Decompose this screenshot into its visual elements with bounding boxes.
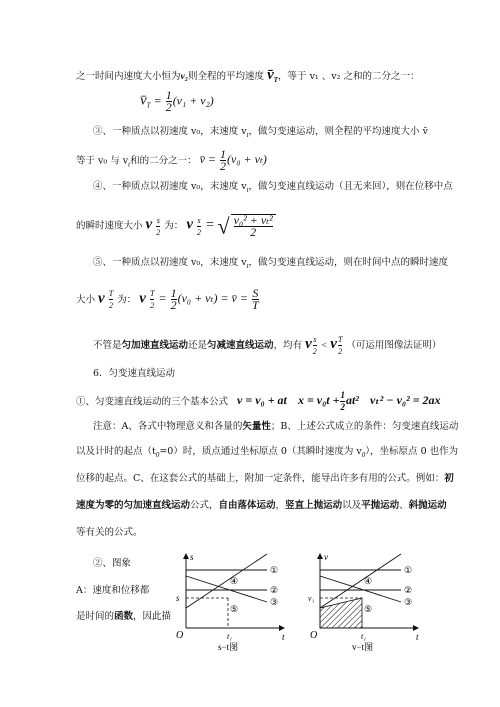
paragraph-line: 不管是匀加速直线运动还是匀减速直线运动，均有 v $\frac{s}{2}$ < v $\frac{T}{2}$ （可运用图像法证明） <box>93 335 442 356</box>
paragraph-line: 的瞬时速度大小 v $\frac{s}{2}$ 为： v $\frac{s}{2}$ = √ $\frac{\text{v₀² + vₜ²}}{2}$ <box>76 214 277 238</box>
label-4: ④ <box>230 576 239 586</box>
origin-label: O <box>310 630 318 641</box>
paragraph-line: 以及计时的起点$(t_0=0)$时，质点通过坐标原点 0（其瞬时速度为 $v_0$），坐标原点 0 也作为 <box>76 446 459 459</box>
label-4: ④ <box>364 576 373 586</box>
s-mark-label: s <box>176 593 180 603</box>
paragraph-line: 之一时间内速度大小恒为v₂则全程的平均速度 $v̄_T$，等于 v₁ 、v₂ 之和的二分之一： <box>76 67 420 84</box>
label-2: ② <box>270 585 279 595</box>
t1-label: t₁ <box>361 632 367 641</box>
t1-label: t₁ <box>227 632 233 641</box>
paragraph-line: 速度为零的匀加速直线运动公式，自由落体运动，竖直上抛运动以及平抛运动、斜抛运动 <box>76 500 447 511</box>
s-t-graph <box>172 546 292 656</box>
paragraph-line: 位移的起点。C、在这套公式的基础上，附加一定条件，能导出许多有用的公式。例如：初 <box>76 473 454 484</box>
paragraph-line: A：速度和位移都 <box>76 585 150 596</box>
v1-mark-label: v₁ <box>308 594 315 603</box>
line-3 <box>186 554 267 608</box>
x-axis-label: t <box>282 632 285 642</box>
section-heading: 6．匀变速直线运动 <box>93 368 176 379</box>
paragraph-line: 等有关的公式。 <box>76 527 143 538</box>
y-axis-label: s <box>190 552 194 562</box>
paragraph-line: 是时间的函数，因此描 <box>76 611 172 622</box>
label-1: ① <box>270 565 279 575</box>
graph-caption: s−t图 <box>218 642 239 652</box>
paragraph-line: ①、匀变速直线运动的三个基本公式 v = v₀ + at x = v₀t + $\frac{1}{2}$ at² vₜ² − v₀² = 2ax <box>76 390 441 412</box>
paragraph-line: ②、图象 <box>93 558 132 569</box>
y-axis-label: v <box>324 552 328 562</box>
paragraph-line: ③、一种质点以初速度 v₀，末速度 $v_t$，做匀变速运动，则全程的平均速度大小 v̄ <box>93 126 428 139</box>
label-5: ⑤ <box>230 604 239 614</box>
label-2: ② <box>404 585 413 595</box>
label-1: ① <box>404 565 413 575</box>
paragraph-line: 注意：A、各式中物理意义和各量的矢量性；B、上述公式成立的条件：匀变速直线运动 <box>93 421 459 432</box>
label-3: ③ <box>270 597 279 607</box>
graph-caption: v−t图 <box>352 642 374 652</box>
origin-label: O <box>176 630 184 641</box>
paragraph-line: 大小 v $\frac{T}{2}$ 为： v $\frac{T}{2}$ = $\frac{1}{2}$ (v₀ + vₜ) = v̄ = $\frac{S}{T}$ <box>76 286 259 312</box>
hatched-area <box>320 598 362 628</box>
x-axis-label: t <box>416 632 419 642</box>
formula-average-velocity: $v̄_T$ = $\frac{1}{2}$ (v₁ + v₂) <box>140 88 214 114</box>
label-5: ⑤ <box>364 604 373 614</box>
paragraph-line: ④、一种质点以初速度 v₀，末速度 $v_t$，做匀变速直线运动（且无来回），则在位移中点 <box>93 181 453 194</box>
v-t-graph <box>306 546 426 656</box>
paragraph-line: 等于 v₀ 与 $v_t$和的二分之一： v̄ = $\frac{1}{2}$ (v₀ + vₜ) <box>76 147 267 173</box>
paragraph-line: ⑤、一种质点以初速度 v₀，末速度 $v_t$，做匀变速直线运动，则在时间中点的瞬时速度 <box>93 257 449 270</box>
label-3: ③ <box>404 597 413 607</box>
